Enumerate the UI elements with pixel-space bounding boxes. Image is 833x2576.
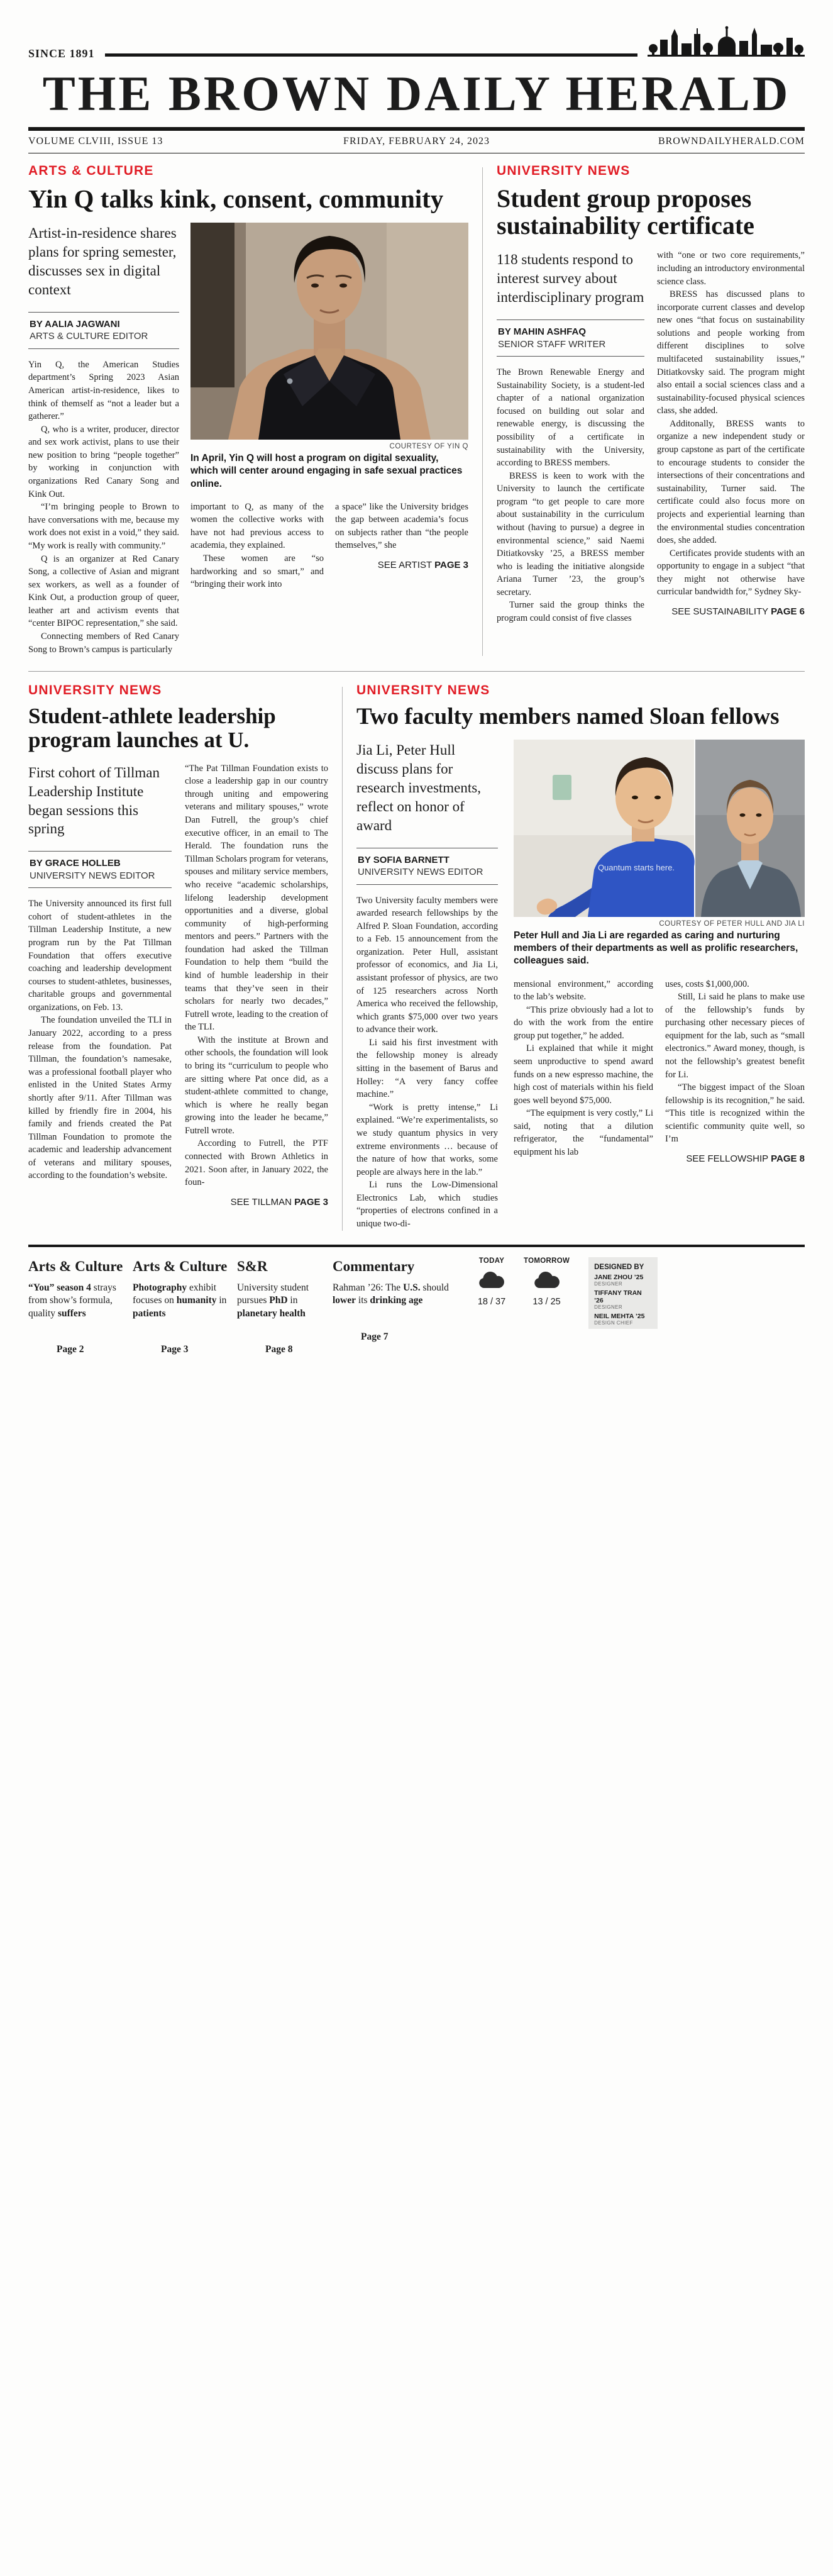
masthead-rule [105, 53, 637, 57]
article-photo [190, 223, 468, 440]
byline [497, 319, 644, 357]
paragraph: BRESS has discussed plans to incorporate current classes and develop new ones “that focus on sustainability solutions and people working from different disciplines to solve multifaceted sustainability issues,” Ditiatkovsky said. The program might also entail a social sciences class and a sustainability-focused physical sciences class, she added. [657, 289, 805, 416]
teaser-section: S&R [237, 1258, 268, 1274]
paragraph: Certificates provide students with an opportunity to engage in a subject “that they might not otherwise have curricular bandwidth for,” Sydney Sky- [657, 548, 805, 597]
weather-temp: 13 / 25 [532, 1296, 561, 1307]
paragraph: “Work is pretty intense,” Li explained. “We’re experimentalists, so we study quantum physics in very extreme environments … because of the nature of how that works, some people are always here in the lab.” [356, 1102, 498, 1177]
teaser-text [237, 1282, 324, 1320]
teaser-arts-you [28, 1257, 124, 2576]
designer-role: DESIGNER [594, 1304, 623, 1310]
weather-temp: 18 / 37 [477, 1296, 506, 1307]
article-column [185, 762, 328, 1189]
article-subhead: 118 students respond to interest survey about interdisciplinary program [497, 252, 644, 306]
paragraph: BRESS is keen to work with the University to launch the certificate program “to get people to care more about sustainability in the curriculum without (having to pursue) a degree in environmental science,” said Naemi Ditiatkovsky ’25, a BRESS member who is leading the initiative alongside Ariana Turner ’23, the group’s secretary. [497, 470, 644, 597]
byline-role: ARTS & CULTURE EDITOR [30, 331, 148, 342]
paragraph: These women are “so hardworking and so smart,” and “bringing their work into [190, 553, 324, 590]
section-kicker: UNIVERSITY NEWS [497, 164, 631, 178]
divider [342, 687, 343, 1230]
designer-role: DESIGNER [594, 1280, 623, 1287]
teaser-text-segment: should [420, 1282, 449, 1293]
volume-issue: VOLUME CLVIII, ISSUE 13 [28, 136, 163, 147]
teaser-sr-phd [237, 1257, 324, 2576]
skyline-illustration [648, 23, 805, 63]
paragraph: Additonally, BRESS wants to organize a new independent study or group capstone as part of the certificate to encourage students to consider the intersections of their concentrations and sustainability, Turner said. The certificate could also focus more on projects and experiential learning than the environmental studies concentration does, she added. [657, 418, 805, 546]
teaser-text-segment: U.S. [403, 1282, 421, 1293]
byline-author: BY MAHIN ASHFAQ [498, 326, 587, 338]
article-column [190, 501, 324, 591]
top-section [28, 153, 805, 656]
website-url: BROWNDAILYHERALD.COM [658, 136, 805, 147]
article-column [657, 249, 805, 599]
paragraph: uses, costs $1,000,000. [665, 979, 749, 989]
footer-teasers [28, 1245, 805, 2576]
section-kicker: UNIVERSITY NEWS [28, 683, 162, 698]
designer-name: JANE ZHOU ’25 [594, 1273, 644, 1281]
teaser-text-segment: in [287, 1295, 298, 1306]
paragraph: Turner said the group thinks the program could consist of five classes [497, 600, 644, 624]
article-sloan [356, 683, 805, 1230]
paragraph: The foundation unveiled the TLI in January 2022, according to a press release from the foundation. Pat Tillman, the foundation’s namesake, was a professional football player who enlisted in the United States Army shortly after 9/11. After Tillman was killed by friendly fire in 2004, his family and friends created the Pat Tillman Foundation to promote the academic and leadership advancement of veterans and military spouses, according to the foundation’s website. [28, 1015, 172, 1181]
teaser-text-segment: PhD [269, 1295, 288, 1306]
article-subhead: Jia Li, Peter Hull discuss plans for research investments, reflect on honor of award [356, 742, 481, 833]
photo-credit: COURTESY OF PETER HULL AND JIA LI [659, 920, 805, 928]
article-headline: Student-athlete leadership program launches at U. [28, 704, 276, 752]
paragraph: Yin Q, the American Studies department’s Spring 2023 Asian American artist-in-residence, likes to think of themself as “not a leader but a gatherer.” [28, 359, 179, 422]
teaser-text-segment: planetary health [237, 1307, 306, 1319]
article-column [356, 894, 498, 1231]
teaser-text [333, 1282, 453, 1307]
byline-author: BY SOFIA BARNETT [358, 854, 450, 865]
article-subhead: First cohort of Tillman Leadership Institute began sessions this spring [28, 764, 160, 837]
article-headline: Two faculty members named Sloan fellows [356, 704, 780, 730]
article-column [335, 501, 468, 552]
byline-author: BY GRACE HOLLEB [30, 858, 121, 869]
byline-role: SENIOR STAFF WRITER [498, 338, 606, 350]
teaser-text-segment: lower [333, 1295, 356, 1306]
paragraph: Q, who is a writer, producer, director and sex work activist, plans to use their new position to bring “people together” by working in conjunction with organizations Red Canary Song and Kink Out. [28, 424, 179, 499]
middle-section [28, 683, 805, 1230]
teaser-text-segment: Photography [133, 1282, 187, 1293]
teaser-text-segment: drinking age [370, 1295, 423, 1306]
teaser-section: Arts & Culture [28, 1258, 123, 1274]
paragraph: “This prize obviously had a lot to do with the work from the entire group put together,” he added. [514, 1004, 653, 1041]
teaser-page-ref: Page 8 [237, 1322, 833, 2576]
teaser-text-segment: in [216, 1295, 227, 1306]
teaser-text-segment: suffers [57, 1307, 86, 1319]
byline [28, 312, 179, 349]
photo-caption: In April, Yin Q will host a program on digital sexuality, which will center around engaging in safe sexual practices online. [190, 453, 463, 489]
designed-by-header: DESIGNED BY [594, 1263, 644, 1271]
divider [482, 167, 483, 656]
weather-label: TODAY [478, 1257, 505, 1265]
since-date: SINCE 1891 [28, 47, 95, 60]
article-headline: Yin Q talks kink, consent, community [28, 184, 444, 213]
section-kicker: UNIVERSITY NEWS [356, 683, 490, 698]
cloud-icon [477, 1270, 506, 1294]
weather-tomorrow [524, 1257, 570, 2576]
teaser-section: Commentary [333, 1258, 415, 1274]
weather-today [477, 1257, 506, 2576]
teaser-text-segment: strays from show’s formula, quality [28, 1282, 116, 1319]
divider [28, 671, 805, 672]
paragraph: Two University faculty members were awarded research fellowships by the Alfred P. Sloan Foundation, according to a Feb. 15 announcement from the organization. Peter Hull, assistant professor of economics, and Jia Li, assistant professor of physics, are two of 125 researchers across North America who received the fellowship, which grants $75,000 over two years to advance their work. [356, 895, 498, 1035]
paragraph: Still, Li said he plans to make use of the fellowship’s funds by purchasing other necessary pieces of equipment for the lab, such as “small electronics.” Award money, though, is not the fellowship’s greatest benefit for Li. [665, 992, 805, 1080]
byline-role: UNIVERSITY NEWS EDITOR [30, 870, 155, 881]
photo-credit: COURTESY OF YIN Q [389, 443, 468, 451]
teaser-text-segment: “You” season 4 [28, 1282, 91, 1293]
teaser-page-ref: Page 3 [133, 1322, 833, 2576]
photo-caption: Peter Hull and Jia Li are regarded as caring and nurturing members of their departments as well as prolific researchers, colleagues said. [514, 930, 798, 967]
teaser-text-segment: University student pursues [237, 1282, 309, 1306]
teaser-text [28, 1282, 124, 1320]
issue-date: FRIDAY, FEBRUARY 24, 2023 [343, 136, 490, 147]
byline [28, 851, 172, 888]
article-yinq [28, 164, 468, 656]
paper-title: THE BROWN DAILY HERALD [42, 66, 791, 121]
teaser-text-segment: patients [133, 1307, 166, 1319]
designed-by-box [588, 1257, 658, 1329]
article-headline: Student group proposes sustainability certificate [497, 184, 754, 240]
jump-line: SEE FELLOWSHIP PAGE 8 [686, 1153, 805, 1165]
article-column [665, 978, 805, 1146]
section-kicker: ARTS & CULTURE [28, 164, 154, 178]
paragraph: Li explained that while it might seem unproductive to spend award funds on a new espresso machine, the high cost of materials within his field goes well beyond $75,000. [514, 1043, 653, 1106]
masthead [28, 21, 805, 153]
teaser-commentary-drinking-age [333, 1257, 453, 2576]
article-column [514, 978, 653, 1165]
paragraph: Connecting members of Red Canary Song to Brown’s campus is particularly [28, 631, 179, 655]
designer-name: NEIL MEHTA ’25 [594, 1312, 645, 1320]
paragraph: mensional environment,” according to the lab’s website. [514, 979, 653, 1002]
byline-role: UNIVERSITY NEWS EDITOR [358, 867, 483, 878]
paragraph: “I’m bringing people to Brown to have conversations with me, because my work does not exist in a void,” they said. “My work is really with community.” [28, 502, 179, 551]
jump-line: SEE TILLMAN PAGE 3 [230, 1196, 328, 1208]
byline-author: BY AALIA JAGWANI [30, 318, 120, 330]
teaser-section: Arts & Culture [133, 1258, 228, 1274]
jump-line: SEE SUSTAINABILITY PAGE 6 [671, 606, 805, 617]
teaser-arts-photography [133, 1257, 228, 2576]
paragraph: Li said his first investment with the fellowship money is already sitting in the basement of Barus and Holley: “A very fancy coffee machine.” [356, 1037, 498, 1100]
paragraph: Li runs the Low-Dimensional Electronics Lab, which studies “properties of electrons confined in a unique two-di- [356, 1180, 498, 1229]
weather-label: TOMORROW [524, 1257, 570, 1265]
paragraph: “The Pat Tillman Foundation exists to close a leadership gap in our country through uniting and empowering veterans and military spouses,” wrote Dan Futrell, the group’s chief executive officer, in an email to The Herald. The foundation runs the Tillman Scholars program for veterans, spouses and military service members, who receive “academic scholarships, lifelong leadership development opportunities and a diverse, global community of high-performing mentors and peers.” Partners with the foundation had asked the Tillman Foundation to help them “build the kind of humble leadership in their teams that they’ve seen in their scholars for nearly two decades,” Futrell wrote, leading to the creation of the TLI. [185, 763, 328, 1033]
teaser-page-ref: Page 2 [28, 1322, 833, 2576]
tshirt-text: Quantum starts here. [597, 863, 675, 873]
article-sustainability [497, 164, 805, 656]
teaser-text-segment: humanity [176, 1295, 217, 1306]
paragraph: with “one or two core requirements,” including an introductory environmental science class. [657, 250, 805, 287]
paragraph: “The equipment is very costly,” Li said, noting that a dilution refrigerator, the “fundamental” equipment his lab [514, 1108, 653, 1158]
designer-name: TIFFANY TRAN ’26 [594, 1289, 642, 1304]
paragraph: The University announced its first full cohort of student-athletes in the Tillman Leadership Institute, a new program run by the Pat Tillman Foundation that offers executive coaching and leadership development courses to student-athletes, businesses, charitable groups and governmental organizations, on Feb. 13. [28, 899, 172, 1013]
article-column [28, 358, 179, 656]
paragraph: The Brown Renewable Energy and Sustainability Society, is a student-led chapter of a national organization focused on building out solar and renewable energy, is discussing the possibility of a certificate in sustainability with the University, according to BRESS members. [497, 367, 644, 469]
teaser-page-ref: Page 7 [333, 1309, 833, 2576]
paragraph: According to Futrell, the PTF connected with Brown Athletics in 2021. Soon after, in January 2022, the foun- [185, 1138, 328, 1188]
article-column [28, 897, 172, 1182]
byline [356, 848, 498, 885]
paragraph: a space” like the University bridges the gap between academia’s focus on subjects rather than “the people themselves,” she [335, 501, 468, 551]
teaser-text-segment: Rahman ’26: The [333, 1282, 404, 1293]
article-photo [514, 740, 805, 917]
folio-bar [28, 131, 805, 153]
paragraph: With the institute at Brown and other schools, the foundation will look to bring its “curriculum to people who are sitting where Pat once did, as a student-athlete committed to change, which is where he really began growing into the leader he became,” Futrell wrote. [185, 1035, 328, 1136]
paragraph: “The biggest impact of the Sloan fellowship is its recognition,” he said. “This title is recognized within the scientific community quite well, so I’m [665, 1082, 805, 1145]
weather-widget [477, 1257, 570, 2576]
article-subhead: Artist-in-residence shares plans for spring semester, discusses sex in digital context [28, 225, 177, 297]
cloud-icon [524, 1270, 570, 1294]
article-column [497, 366, 644, 625]
teaser-text-segment: its [356, 1295, 370, 1306]
designer-role: DESIGN CHIEF [594, 1319, 633, 1326]
paragraph: Q is an organizer at Red Canary Song, a collective of Asian and migrant sex workers, as well as a founder of Kink Out, a production group of queer, leather art and activism events that “center BIPOC representation,” she said. [28, 553, 179, 629]
jump-line: SEE ARTIST PAGE 3 [377, 560, 468, 570]
teaser-text [133, 1282, 228, 1320]
article-tillman [28, 683, 328, 1230]
teaser-text-segment: exhibit focuses on [133, 1282, 217, 1306]
paragraph: important to Q, as many of the women the collective works with have not had previous access to academia, they explained. [190, 501, 324, 551]
